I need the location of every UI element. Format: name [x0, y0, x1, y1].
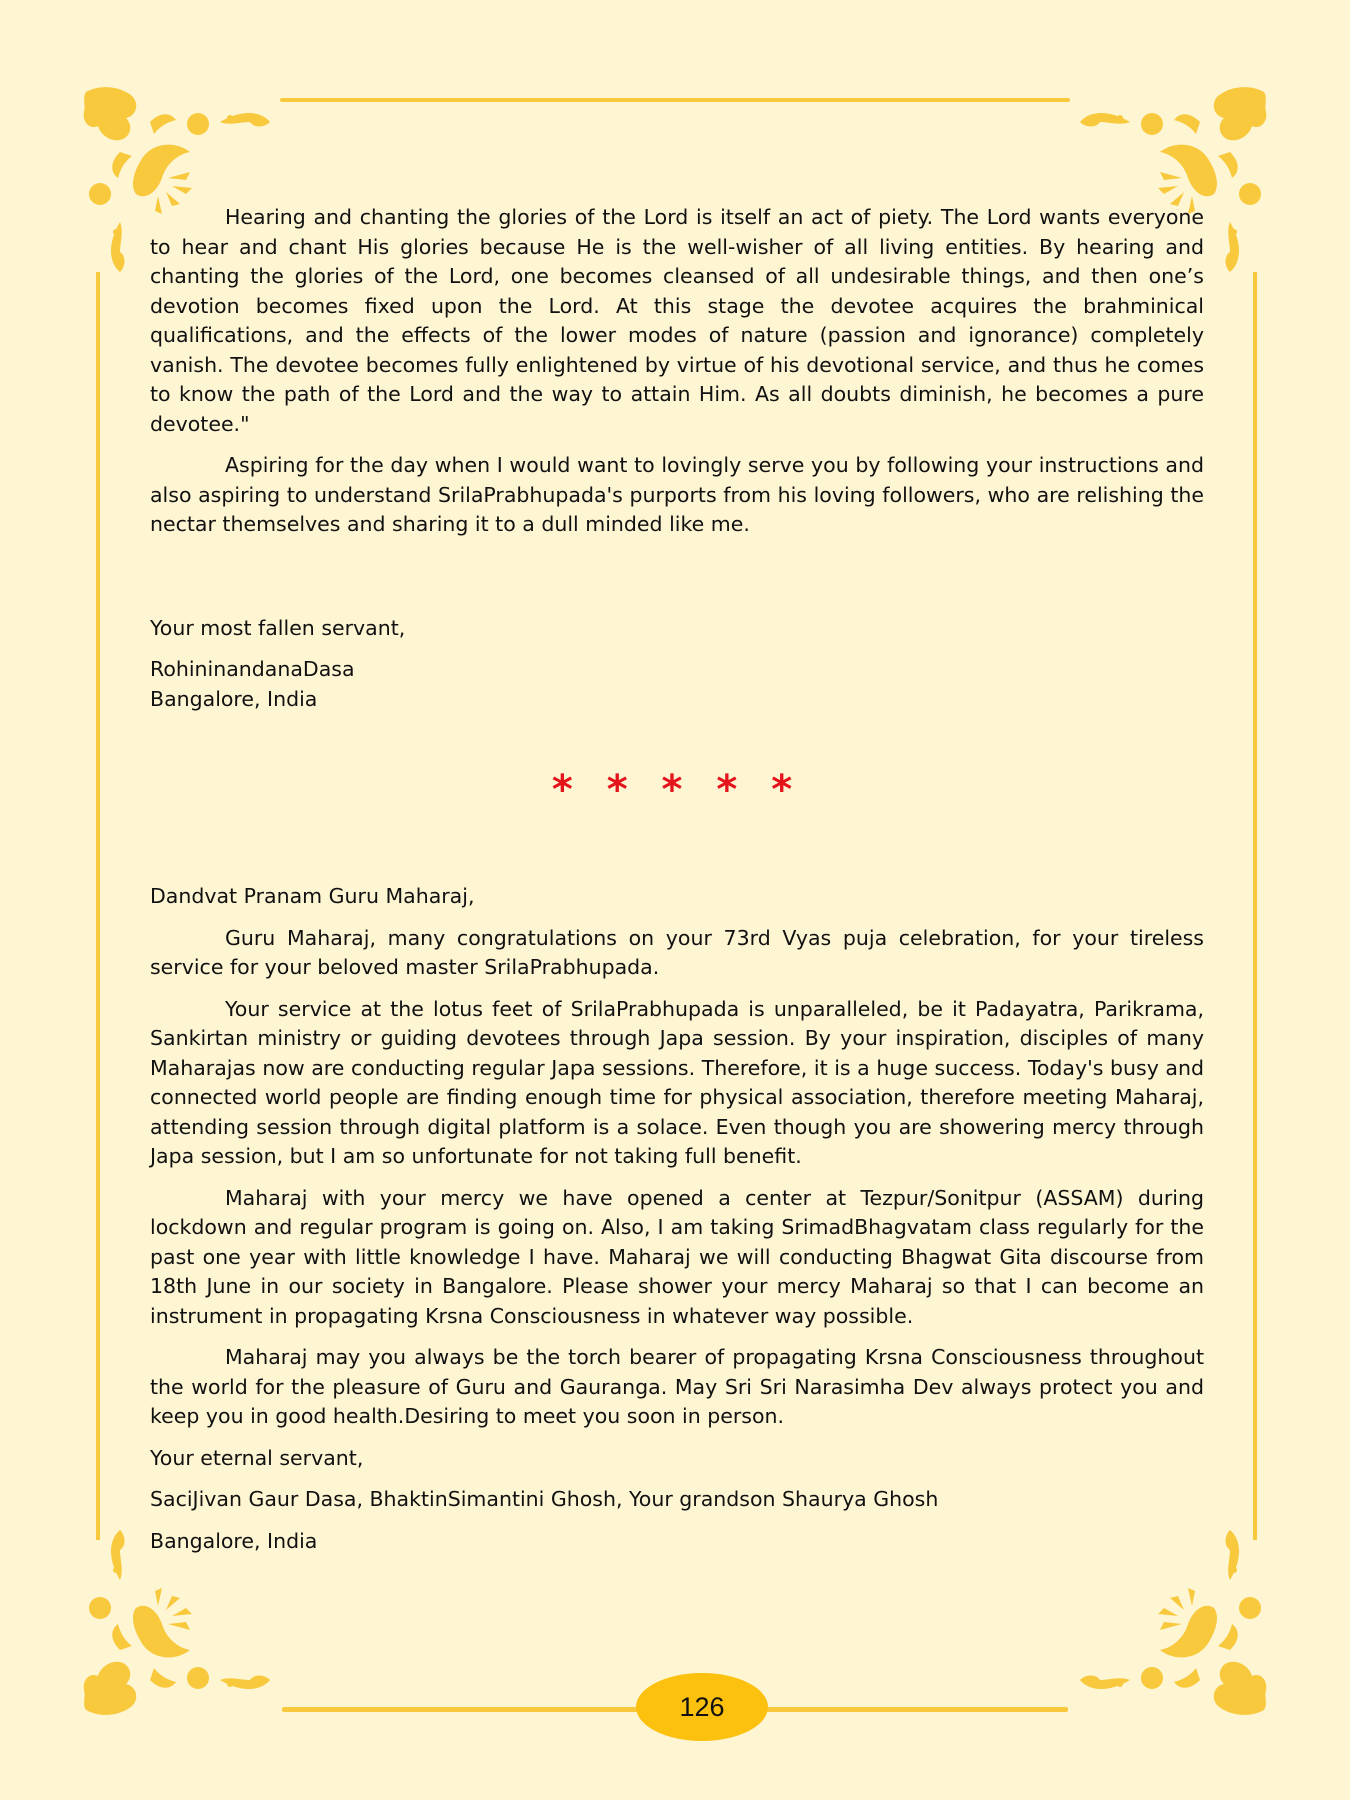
- page-number-badge: [636, 1673, 768, 1741]
- letter2-paragraph: Maharaj with your mercy we have opened a center at Tezpur/Sonitpur (ASSAM) during lockdown and regular program is going on. Also, I am taking SrimadBhagvatam class regularly for the past one year with little knowledge I have. Maharaj we will conducting Bhagwat Gita discourse from 18th June in our society in Bangalore. Please shower your mercy Maharaj so that I can become an instrument in propagating Krsna Consciousness in whatever way possible.: [150, 1185, 1204, 1328]
- border-left-line: [96, 272, 100, 1540]
- letter2-paragraph: Your service at the lotus feet of SrilaPrabhupada is unparalleled, be it Padayatra, Parikrama, Sankirtan ministry or guiding devotees through Japa session. By your inspiration, disciples of many Maharajas now are conducting regular Japa sessions. Therefore, it is a huge success. Today's busy and connected world people are finding enough time for physical association, therefore meeting Maharaj, attending session through digital platform is a solace. Even though you are showering mercy through Japa session, but I am so unfortunate for not taking full benefit.: [150, 996, 1204, 1168]
- letter-1: [150, 203, 1204, 714]
- letter1-signature-location: Bangalore, India: [150, 686, 318, 711]
- letter1-signature-name: RohininandanaDasa: [150, 657, 355, 681]
- letter-2: [150, 882, 1204, 1556]
- letter2-signature-names: SaciJivan Gaur Dasa, BhaktinSimantini Ghosh, Your grandson Shaurya Ghosh: [150, 1487, 939, 1511]
- page-number: 126: [679, 1691, 725, 1722]
- letter1-paragraph: Aspiring for the day when I would want to lovingly serve you by following your instructions and also aspiring to understand SrilaPrabhupada's purports from his loving followers, who are relishing the nectar themselves and sharing it to a dull minded like me.: [150, 453, 1204, 536]
- border-top-line: [280, 98, 1070, 102]
- letter1-closing: Your most fallen servant,: [150, 615, 406, 640]
- letter2-closing: Your eternal servant,: [150, 1445, 364, 1470]
- section-separator-stars: * * * * *: [551, 767, 803, 813]
- letter2-signature-location: Bangalore, India: [150, 1528, 318, 1553]
- border-right-line: [1253, 272, 1257, 1540]
- letter1-paragraph: Hearing and chanting the glories of the Lord is itself an act of piety. The Lord wants everyone to hear and chant His glories because He is the well-wisher of all living entities. By hearing and chanting the glories of the Lord, one becomes cleansed of all undesirable things, and then one’s devotion becomes fixed upon the Lord. At this stage the devotee acquires the brahminical qualifications, and the effects of the lower modes of nature (passion and ignorance) completely vanish. The devotee becomes fully enlightened by virtue of his devotional service, and thus he comes to know the path of the Lord and the way to attain Him. As all doubts diminish, he becomes a pure devotee.": [150, 205, 1204, 436]
- letter2-paragraph: Guru Maharaj, many congratulations on your 73rd Vyas puja celebration, for your tireless service for your beloved master SrilaPrabhupada.: [150, 925, 1204, 979]
- page-content: [150, 203, 1204, 1568]
- letter2-paragraph: Maharaj may you always be the torch bearer of propagating Krsna Consciousness throughout the world for the pleasure of Guru and Gauranga. May Sri Sri Narasimha Dev always protect you and keep you in good health.Desiring to meet you soon in person.: [150, 1345, 1204, 1428]
- letter2-salutation: Dandvat Pranam Guru Maharaj,: [150, 884, 475, 908]
